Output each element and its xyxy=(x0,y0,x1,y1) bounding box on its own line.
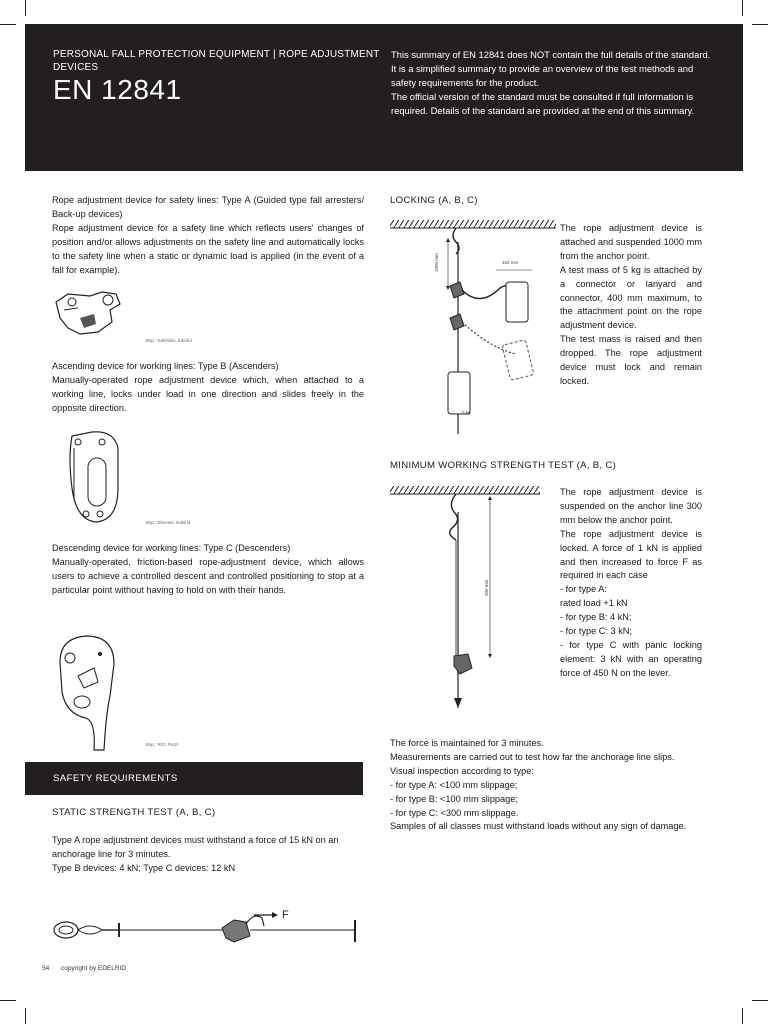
dim-400-label: 400 mm xyxy=(502,260,519,265)
static-strength-section xyxy=(52,834,364,876)
static-strength-diagram xyxy=(50,908,366,952)
mwst-heading: MINIMUM WORKING STRENGTH TEST (A, B, C) xyxy=(390,460,617,471)
static-strength-body-2: Type B devices: 4 kN; Type C devices: 12 kN xyxy=(52,862,236,873)
page-header xyxy=(25,24,743,171)
crop-mark xyxy=(752,1000,768,1001)
crop-mark xyxy=(752,24,768,25)
type-b-body: Manually-operated rope adjustment device which, when attached to a working line, locks under load in one direction and slides freely in the opposite direction. xyxy=(52,374,364,413)
type-c-caption: Bsp.: RIG, Petzl xyxy=(146,742,179,747)
crop-mark xyxy=(742,0,743,16)
mwst-after-line: - for type A: <100 mm slippage; xyxy=(390,779,518,790)
mwst-after-section xyxy=(390,737,702,834)
summary-line: The official version of the standard must be consulted if full information is required. Details of the standard are provided at the end of this summary. xyxy=(391,91,695,116)
type-b-caption: Bsp.: Elevator, Edelrid xyxy=(146,520,191,525)
crop-mark xyxy=(0,24,16,25)
crop-mark xyxy=(25,1008,26,1024)
type-a-heading: Rope adjustment device for safety lines: Type A (Guided type fall arresters/ Back-up devices) xyxy=(52,195,364,219)
mwst-diagram xyxy=(390,484,556,714)
type-a-body: Rope adjustment device for a safety line which reflects users' changes of position and/or allows adjustments on the safety line and automatically locks to the safety line when a static or dynamic load is applied (in the event of a fall for example). xyxy=(52,222,364,275)
dim-300-label: 300 mm xyxy=(484,579,489,596)
mwst-list-item: - for type A: xyxy=(560,584,607,595)
header-subtitle: PERSONAL FALL PROTECTION EQUIPMENT | ROPE ADJUSTMENT DEVICES xyxy=(53,49,380,73)
summary-line: It is a simplified summary to provide an overview of the test methods and safety requirements for the product. xyxy=(391,63,694,88)
dim-1000-label: 1000 mm xyxy=(434,253,439,272)
type-b-device-image xyxy=(62,428,122,528)
type-a-caption: Bsp.: Edelrider, Edelrid xyxy=(146,338,192,343)
locking-diagram xyxy=(390,218,556,438)
locking-body-line: The test mass is raised and then dropped. The rope adjustment device must lock and remain locked. xyxy=(560,334,702,386)
type-c-device-image xyxy=(56,632,122,752)
page-title: EN 12841 xyxy=(53,74,182,105)
copyright-text: copyright by EDELRID xyxy=(61,965,127,972)
mass-label: 5 kg xyxy=(462,410,471,415)
mwst-after-line: - for type C: <300 mm slippage. xyxy=(390,807,519,818)
mwst-after-line: - for type B: <100 mm slippage; xyxy=(390,793,518,804)
summary-line: This summary of EN 12841 does NOT contain the full details of the standard. xyxy=(391,49,711,60)
type-b-section xyxy=(52,360,364,416)
mwst-body-line: The rope adjustment device is locked. A force of 1 kN is applied and then increased to force F as required in each case xyxy=(560,528,702,581)
force-label: F xyxy=(282,909,289,921)
mwst-after-line: Samples of all classes must withstand loads without any sign of damage. xyxy=(390,821,687,832)
mwst-list-item: - for type B: 4 kN; xyxy=(560,612,632,623)
type-a-device-image xyxy=(50,288,126,342)
static-strength-body: Type A rope adjustment devices must withstand a force of 15 kN on an anchorage line for 3 minutes. xyxy=(52,835,339,859)
crop-mark xyxy=(25,0,26,16)
crop-mark xyxy=(0,1000,16,1001)
type-c-body: Manually-operated, friction-based rope-adjustment device, which allows users to achieve a controlled descent and controlled positioning to stop at a particular point without having to hold on with their hands. xyxy=(52,556,364,595)
mwst-body-line: The rope adjustment device is suspended on the anchor line 300 mm below the anchor point. xyxy=(560,487,702,525)
static-strength-heading: STATIC STRENGTH TEST (A, B, C) xyxy=(52,807,216,818)
crop-mark xyxy=(742,1008,743,1024)
locking-heading: LOCKING (A, B, C) xyxy=(390,195,478,206)
header-summary xyxy=(391,48,711,118)
type-c-section xyxy=(52,542,364,598)
mwst-after-line: The force is maintained for 3 minutes. xyxy=(390,738,544,748)
mwst-list-item: rated load +1 kN xyxy=(560,598,628,609)
locking-body-line: A test mass of 5 kg is attached by a connector or lanyard and connector, 400 mm maximum, to the attachment point on the rope adjustment device. xyxy=(560,264,702,331)
type-b-heading: Ascending device for working lines: Type B (Ascenders) xyxy=(52,361,279,371)
mwst-list-item: - for type C: 3 kN; xyxy=(560,626,632,637)
type-c-heading: Descending device for working lines: Type C (Descenders) xyxy=(52,543,291,553)
type-a-section xyxy=(52,194,364,277)
mwst-after-line: Measurements are carried out to test how far the anchorage line slips. xyxy=(390,751,675,762)
mwst-after-line: Visual inspection according to type: xyxy=(390,765,534,776)
page-number: 54 xyxy=(42,965,50,972)
mwst-body xyxy=(560,486,702,681)
locking-body-line: The rope adjustment device is attached and suspended 1000 mm from the anchor point. xyxy=(560,223,702,261)
page-footer xyxy=(42,965,136,972)
safety-requirements-bar: SAFETY REQUIREMENTS xyxy=(25,762,363,795)
locking-body xyxy=(560,222,702,389)
mwst-list-item: - for type C with panic locking element: 3 kN with an operating force of 450 N on the lever. xyxy=(560,639,702,678)
